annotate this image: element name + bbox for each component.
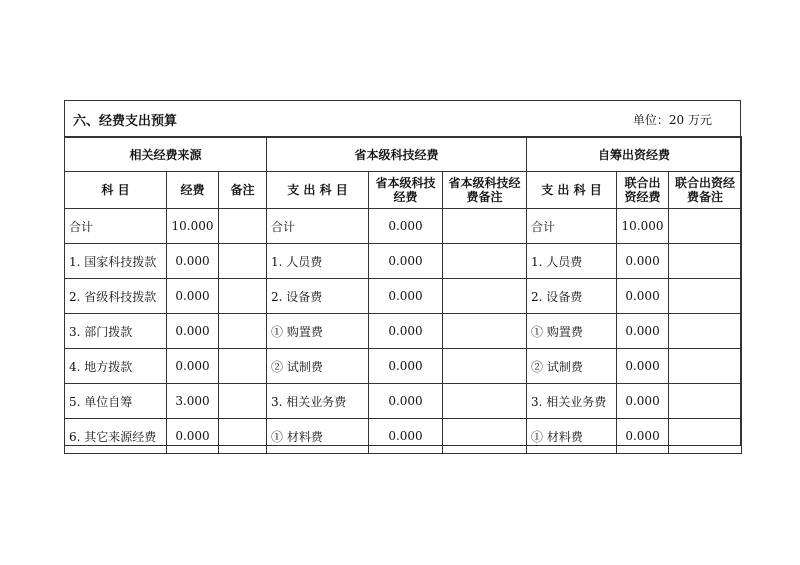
prov-note xyxy=(443,349,527,384)
source-note xyxy=(219,349,267,384)
table-row xyxy=(65,384,742,419)
prov-note xyxy=(443,209,527,244)
joint-note xyxy=(669,384,742,419)
self-expense-item: ① 材料费 xyxy=(527,419,617,454)
prov-note xyxy=(443,279,527,314)
prov-value: 0.000 xyxy=(369,279,443,314)
source-item: 合计 xyxy=(65,209,167,244)
joint-note xyxy=(669,244,742,279)
source-item: 3. 部门拨款 xyxy=(65,314,167,349)
self-expense-item: 合计 xyxy=(527,209,617,244)
table-row xyxy=(65,244,742,279)
expense-item: ① 购置费 xyxy=(267,314,369,349)
joint-value: 0.000 xyxy=(617,314,669,349)
source-value: 0.000 xyxy=(167,419,219,454)
header-prov-note: 省本级科技经费备注 xyxy=(443,172,527,209)
joint-note xyxy=(669,349,742,384)
section-title-row xyxy=(65,101,740,138)
unit-label: 单位：20 万元 xyxy=(632,113,712,127)
source-note xyxy=(219,279,267,314)
joint-note xyxy=(669,419,742,454)
column-header-row xyxy=(65,172,742,209)
source-note xyxy=(219,384,267,419)
table-row xyxy=(65,349,742,384)
prov-value: 0.000 xyxy=(369,244,443,279)
prov-note xyxy=(443,419,527,454)
header-joint-note: 联合出资经费备注 xyxy=(669,172,742,209)
source-value: 0.000 xyxy=(167,314,219,349)
joint-value: 0.000 xyxy=(617,384,669,419)
self-expense-item: ① 购置费 xyxy=(527,314,617,349)
group-source: 相关经费来源 xyxy=(65,137,267,172)
source-value: 0.000 xyxy=(167,244,219,279)
self-expense-item: 3. 相关业务费 xyxy=(527,384,617,419)
source-note xyxy=(219,419,267,454)
source-note xyxy=(219,314,267,349)
table-row xyxy=(65,279,742,314)
joint-note xyxy=(669,209,742,244)
self-expense-item: ② 试制费 xyxy=(527,349,617,384)
source-item: 5. 单位自筹 xyxy=(65,384,167,419)
source-value: 10.000 xyxy=(167,209,219,244)
source-value: 3.000 xyxy=(167,384,219,419)
header-expense-subject: 支 出 科 目 xyxy=(267,172,369,209)
prov-value: 0.000 xyxy=(369,419,443,454)
source-note xyxy=(219,209,267,244)
expense-item: 合计 xyxy=(267,209,369,244)
joint-value: 0.000 xyxy=(617,349,669,384)
expense-item: 3. 相关业务费 xyxy=(267,384,369,419)
table-row xyxy=(65,209,742,244)
expense-item: 1. 人员费 xyxy=(267,244,369,279)
budget-table xyxy=(64,136,742,454)
header-subject: 科 目 xyxy=(65,172,167,209)
header-funds: 经费 xyxy=(167,172,219,209)
self-expense-item: 2. 设备费 xyxy=(527,279,617,314)
prov-value: 0.000 xyxy=(369,314,443,349)
source-note xyxy=(219,244,267,279)
header-prov-funds: 省本级科技经费 xyxy=(369,172,443,209)
budget-section xyxy=(64,100,741,446)
table-row xyxy=(65,314,742,349)
header-note: 备注 xyxy=(219,172,267,209)
expense-item: ② 试制费 xyxy=(267,349,369,384)
source-value: 0.000 xyxy=(167,349,219,384)
source-item: 1. 国家科技拨款 xyxy=(65,244,167,279)
header-joint-funds: 联合出资经费 xyxy=(617,172,669,209)
group-provincial: 省本级科技经费 xyxy=(267,137,527,172)
joint-note xyxy=(669,314,742,349)
joint-value: 0.000 xyxy=(617,279,669,314)
section-title: 六、经费支出预算 xyxy=(73,114,178,129)
source-item: 4. 地方拨款 xyxy=(65,349,167,384)
header-self-expense-subject: 支 出 科 目 xyxy=(527,172,617,209)
self-expense-item: 1. 人员费 xyxy=(527,244,617,279)
table-row xyxy=(65,419,742,454)
joint-note xyxy=(669,279,742,314)
prov-value: 0.000 xyxy=(369,349,443,384)
joint-value: 0.000 xyxy=(617,419,669,454)
prov-note xyxy=(443,244,527,279)
joint-value: 0.000 xyxy=(617,244,669,279)
expense-item: 2. 设备费 xyxy=(267,279,369,314)
expense-item: ① 材料费 xyxy=(267,419,369,454)
joint-value: 10.000 xyxy=(617,209,669,244)
prov-note xyxy=(443,384,527,419)
source-value: 0.000 xyxy=(167,279,219,314)
source-item: 6. 其它来源经费 xyxy=(65,419,167,454)
source-item: 2. 省级科技拨款 xyxy=(65,279,167,314)
group-header-row xyxy=(65,137,742,172)
prov-value: 0.000 xyxy=(369,209,443,244)
prov-note xyxy=(443,314,527,349)
prov-value: 0.000 xyxy=(369,384,443,419)
group-self: 自筹出资经费 xyxy=(527,137,742,172)
